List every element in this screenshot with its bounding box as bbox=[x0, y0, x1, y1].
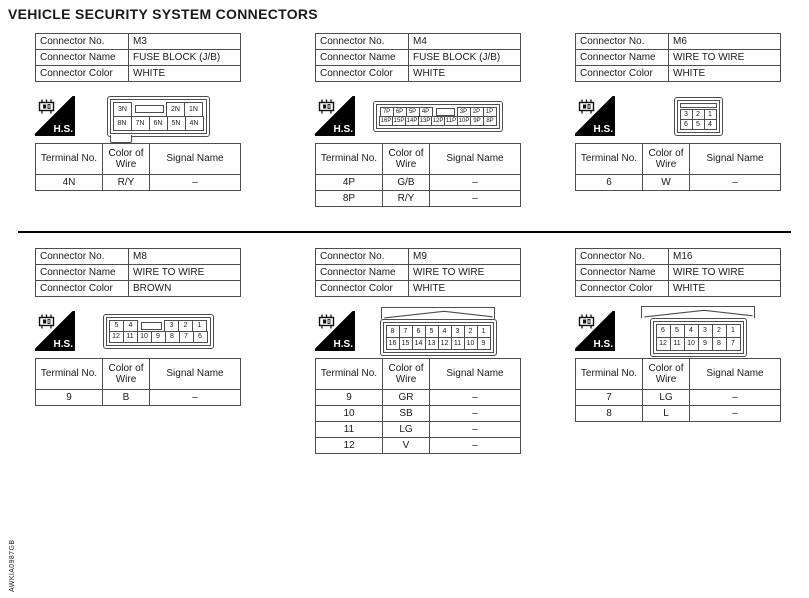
hs-label: H.S. bbox=[333, 124, 353, 135]
diagram-strip bbox=[35, 89, 241, 143]
pin-12: 12 bbox=[109, 331, 124, 343]
connector-block-m6 bbox=[575, 33, 781, 191]
pin-11: 11 bbox=[123, 331, 138, 343]
pin-2p: 2P bbox=[470, 107, 484, 117]
wire-color-cell: V bbox=[383, 438, 430, 454]
pin-1: 1 bbox=[704, 109, 717, 120]
pin-1: 1 bbox=[477, 325, 491, 338]
pin-16: 16 bbox=[386, 337, 400, 350]
connector-name-value: WIRE TO WIRE bbox=[669, 265, 781, 281]
signal-name-cell: – bbox=[430, 390, 521, 406]
terminal-row bbox=[36, 390, 241, 406]
pin-3: 3 bbox=[451, 325, 465, 338]
connector-no-value: M9 bbox=[409, 249, 521, 265]
connector-color-label: Connector Color bbox=[36, 66, 129, 82]
pin-10: 10 bbox=[684, 337, 699, 351]
terminal-no-header: Terminal No. bbox=[316, 359, 383, 390]
connector-name-value: FUSE BLOCK (J/B) bbox=[409, 50, 521, 66]
connector-color-label: Connector Color bbox=[576, 66, 669, 82]
terminal-rows bbox=[316, 390, 521, 454]
hs-label: H.S. bbox=[593, 339, 613, 350]
pin-4p: 4P bbox=[419, 107, 433, 117]
connector-color-value: WHITE bbox=[129, 66, 241, 82]
color-of-wire-header: Color of Wire bbox=[643, 359, 690, 390]
pin-3: 3 bbox=[680, 109, 693, 120]
pin-1: 1 bbox=[192, 320, 207, 332]
pin-15: 15 bbox=[399, 337, 413, 350]
hs-label: H.S. bbox=[333, 339, 353, 350]
wire-color-cell: R/Y bbox=[383, 191, 430, 207]
connector-outline bbox=[380, 319, 497, 356]
hs-logo bbox=[575, 311, 615, 351]
pin-7n: 7N bbox=[131, 116, 150, 131]
connector-outline bbox=[373, 101, 503, 132]
wire-color-cell: W bbox=[643, 175, 690, 191]
connector-no-label: Connector No. bbox=[316, 34, 409, 50]
pin-7: 7 bbox=[726, 337, 741, 351]
terminal-row bbox=[316, 175, 521, 191]
pin-13p: 13P bbox=[419, 117, 431, 124]
terminal-row bbox=[316, 422, 521, 438]
connector-info-table bbox=[35, 33, 241, 82]
wire-color-cell: SB bbox=[383, 406, 430, 422]
signal-name-cell: – bbox=[430, 422, 521, 438]
connector-block-m3 bbox=[35, 33, 241, 191]
pin-11p: 11P bbox=[445, 117, 457, 124]
pin-1p: 1P bbox=[483, 107, 497, 117]
pin-14: 14 bbox=[412, 337, 426, 350]
pin-9: 9 bbox=[151, 331, 166, 343]
connector-block-m8 bbox=[35, 248, 241, 406]
connector-name-label: Connector Name bbox=[36, 265, 129, 281]
pin-diagram-m9 bbox=[355, 307, 521, 356]
connector-latch bbox=[381, 307, 496, 319]
signal-name-cell: – bbox=[430, 406, 521, 422]
pin-5: 5 bbox=[425, 325, 439, 338]
harness-connector-icon bbox=[317, 98, 339, 115]
pin-4n: 4N bbox=[185, 116, 204, 131]
terminal-no-cell: 11 bbox=[316, 422, 383, 438]
connector-name-value: WIRE TO WIRE bbox=[129, 265, 241, 281]
pin-2: 2 bbox=[464, 325, 478, 338]
terminal-row bbox=[576, 175, 781, 191]
signal-name-cell: – bbox=[690, 406, 781, 422]
pin-2: 2 bbox=[692, 109, 705, 120]
pin-1n: 1N bbox=[184, 102, 203, 117]
pin-5: 5 bbox=[670, 324, 685, 338]
pin-6: 6 bbox=[193, 331, 208, 343]
pin-9p: 9P bbox=[470, 116, 484, 126]
pin-16p: 16P bbox=[380, 117, 392, 124]
connector-no-label: Connector No. bbox=[576, 249, 669, 265]
hs-label: H.S. bbox=[593, 124, 613, 135]
wire-color-cell: LG bbox=[383, 422, 430, 438]
terminal-no-header: Terminal No. bbox=[36, 144, 103, 175]
hs-logo bbox=[35, 96, 75, 136]
terminal-no-header: Terminal No. bbox=[316, 144, 383, 175]
harness-connector-icon bbox=[577, 313, 599, 330]
pin-3p: 3P bbox=[457, 107, 471, 117]
connector-no-value: M3 bbox=[129, 34, 241, 50]
signal-name-cell: – bbox=[150, 390, 241, 406]
blank-slot bbox=[436, 108, 455, 116]
pin-10: 10 bbox=[137, 331, 152, 343]
wire-color-cell: B bbox=[103, 390, 150, 406]
pin-10p: 10P bbox=[458, 117, 470, 124]
pin-3: 3 bbox=[164, 320, 179, 332]
connector-no-value: M4 bbox=[409, 34, 521, 50]
signal-name-header: Signal Name bbox=[430, 359, 521, 390]
pin-6: 6 bbox=[656, 324, 671, 338]
signal-name-header: Signal Name bbox=[430, 144, 521, 175]
pin-7: 7 bbox=[179, 331, 194, 343]
diagram-strip bbox=[575, 89, 781, 143]
pin-4: 4 bbox=[123, 320, 138, 332]
pin-9: 9 bbox=[698, 337, 713, 351]
pin-3: 3 bbox=[698, 324, 713, 338]
terminal-no-cell: 4P bbox=[316, 175, 383, 191]
terminal-rows bbox=[36, 175, 241, 191]
terminal-no-cell: 6 bbox=[576, 175, 643, 191]
connector-color-value: WHITE bbox=[669, 281, 781, 297]
terminal-no-cell: 8 bbox=[576, 406, 643, 422]
terminal-row bbox=[316, 390, 521, 406]
terminal-no-cell: 8P bbox=[316, 191, 383, 207]
connector-name-value: WIRE TO WIRE bbox=[669, 50, 781, 66]
pin-6p: 6P bbox=[393, 107, 407, 117]
pin-diagram-m3 bbox=[75, 96, 241, 137]
connector-color-value: WHITE bbox=[669, 66, 781, 82]
pin-3n: 3N bbox=[113, 102, 132, 117]
terminal-rows bbox=[36, 390, 241, 406]
pin-12: 12 bbox=[438, 337, 452, 350]
color-of-wire-header: Color of Wire bbox=[103, 144, 150, 175]
connector-info-table bbox=[575, 248, 781, 297]
connector-name-label: Connector Name bbox=[576, 265, 669, 281]
connector-info-table bbox=[315, 33, 521, 82]
terminal-no-cell: 4N bbox=[36, 175, 103, 191]
terminal-rows bbox=[316, 175, 521, 207]
pin-8: 8 bbox=[386, 325, 400, 338]
connector-block-m4 bbox=[315, 33, 521, 207]
diagram-strip bbox=[315, 89, 521, 143]
signal-name-header: Signal Name bbox=[150, 359, 241, 390]
terminal-table bbox=[575, 143, 781, 191]
wire-color-cell: LG bbox=[643, 390, 690, 406]
signal-name-header: Signal Name bbox=[690, 359, 781, 390]
terminal-table bbox=[315, 358, 521, 454]
connector-color-value: WHITE bbox=[409, 281, 521, 297]
terminal-row bbox=[36, 175, 241, 191]
color-of-wire-header: Color of Wire bbox=[383, 144, 430, 175]
wire-color-cell: R/Y bbox=[103, 175, 150, 191]
connector-no-label: Connector No. bbox=[36, 249, 129, 265]
connector-outline bbox=[103, 314, 214, 349]
pin-7p: 7P bbox=[380, 107, 394, 117]
connector-strip bbox=[680, 103, 717, 108]
terminal-no-cell: 9 bbox=[316, 390, 383, 406]
terminal-no-cell: 9 bbox=[36, 390, 103, 406]
pin-1: 1 bbox=[726, 324, 741, 338]
connector-info-table bbox=[575, 33, 781, 82]
signal-name-cell: – bbox=[430, 191, 521, 207]
connector-name-label: Connector Name bbox=[576, 50, 669, 66]
terminal-row bbox=[316, 406, 521, 422]
pin-diagram-m4 bbox=[355, 101, 521, 132]
connector-color-label: Connector Color bbox=[36, 281, 129, 297]
signal-name-header: Signal Name bbox=[690, 144, 781, 175]
pin-5p: 5P bbox=[406, 107, 420, 117]
pin-8n: 8N bbox=[113, 116, 132, 131]
connector-no-label: Connector No. bbox=[36, 34, 129, 50]
terminal-no-header: Terminal No. bbox=[36, 359, 103, 390]
pin-4: 4 bbox=[704, 119, 717, 130]
pin-13: 13 bbox=[425, 337, 439, 350]
terminal-table bbox=[575, 358, 781, 422]
terminal-table bbox=[315, 143, 521, 207]
page-title: VEHICLE SECURITY SYSTEM CONNECTORS bbox=[8, 6, 318, 22]
hs-logo bbox=[315, 311, 355, 351]
color-of-wire-header: Color of Wire bbox=[103, 359, 150, 390]
pin-15p: 15P bbox=[393, 117, 405, 124]
connector-no-value: M8 bbox=[129, 249, 241, 265]
pin-diagram-m8 bbox=[75, 314, 241, 349]
pin-5: 5 bbox=[109, 320, 124, 332]
terminal-row bbox=[316, 191, 521, 207]
connector-name-value: WIRE TO WIRE bbox=[409, 265, 521, 281]
pin-6: 6 bbox=[680, 119, 693, 130]
color-of-wire-header: Color of Wire bbox=[643, 144, 690, 175]
connector-name-label: Connector Name bbox=[36, 50, 129, 66]
terminal-row bbox=[576, 406, 781, 422]
terminal-row bbox=[576, 390, 781, 406]
hs-logo bbox=[315, 96, 355, 136]
connector-name-value: FUSE BLOCK (J/B) bbox=[129, 50, 241, 66]
pin-2n: 2N bbox=[166, 102, 185, 117]
pin-12p: 12P bbox=[432, 117, 444, 124]
connector-outline bbox=[650, 318, 747, 357]
terminal-rows bbox=[576, 390, 781, 422]
hs-label: H.S. bbox=[53, 124, 73, 135]
pin-5n: 5N bbox=[167, 116, 186, 131]
terminal-table bbox=[35, 143, 241, 191]
connector-name-label: Connector Name bbox=[316, 265, 409, 281]
terminal-table bbox=[35, 358, 241, 406]
terminal-no-cell: 10 bbox=[316, 406, 383, 422]
harness-connector-icon bbox=[37, 313, 59, 330]
pin-2: 2 bbox=[178, 320, 193, 332]
signal-name-cell: – bbox=[430, 175, 521, 191]
pin-11: 11 bbox=[451, 337, 465, 350]
harness-connector-icon bbox=[577, 98, 599, 115]
connector-block-m9 bbox=[315, 248, 521, 454]
wire-color-cell: GR bbox=[383, 390, 430, 406]
section-divider bbox=[18, 231, 791, 233]
pin-4: 4 bbox=[684, 324, 699, 338]
connector-outline bbox=[674, 97, 723, 136]
signal-name-cell: – bbox=[690, 175, 781, 191]
pin-14p: 14P bbox=[406, 117, 418, 124]
connector-color-label: Connector Color bbox=[576, 281, 669, 297]
pin-diagram-m16 bbox=[615, 306, 781, 357]
hs-logo bbox=[35, 311, 75, 351]
connector-color-value: BROWN bbox=[129, 281, 241, 297]
figure-code: AWKIA0987GB bbox=[9, 539, 16, 592]
hs-logo bbox=[575, 96, 615, 136]
pin-12: 12 bbox=[656, 337, 671, 351]
pin-6: 6 bbox=[412, 325, 426, 338]
pin-2: 2 bbox=[712, 324, 727, 338]
connector-color-value: WHITE bbox=[409, 66, 521, 82]
wire-color-cell: G/B bbox=[383, 175, 430, 191]
blank-slot bbox=[141, 322, 162, 330]
terminal-no-cell: 7 bbox=[576, 390, 643, 406]
connector-no-label: Connector No. bbox=[576, 34, 669, 50]
signal-name-cell: – bbox=[150, 175, 241, 191]
signal-name-cell: – bbox=[430, 438, 521, 454]
connector-info-table bbox=[35, 248, 241, 297]
pin-8p: 8P bbox=[483, 116, 497, 126]
terminal-rows bbox=[576, 175, 781, 191]
pin-8: 8 bbox=[712, 337, 727, 351]
blank-slot bbox=[135, 105, 164, 113]
connector-info-table bbox=[315, 248, 521, 297]
terminal-no-header: Terminal No. bbox=[576, 144, 643, 175]
connector-color-label: Connector Color bbox=[316, 281, 409, 297]
signal-name-cell: – bbox=[690, 390, 781, 406]
connector-outline bbox=[107, 96, 210, 137]
terminal-no-cell: 12 bbox=[316, 438, 383, 454]
pin-10: 10 bbox=[464, 337, 478, 350]
diagram-strip bbox=[315, 304, 521, 358]
connector-no-value: M16 bbox=[669, 249, 781, 265]
hs-label: H.S. bbox=[53, 339, 73, 350]
connector-block-m16 bbox=[575, 248, 781, 422]
pin-5: 5 bbox=[692, 119, 705, 130]
pin-7: 7 bbox=[399, 325, 413, 338]
signal-name-header: Signal Name bbox=[150, 144, 241, 175]
color-of-wire-header: Color of Wire bbox=[383, 359, 430, 390]
pin-9: 9 bbox=[477, 337, 491, 350]
pin-diagram-m6 bbox=[615, 97, 781, 136]
connector-latch bbox=[641, 306, 756, 318]
connector-color-label: Connector Color bbox=[316, 66, 409, 82]
pin-4: 4 bbox=[438, 325, 452, 338]
pin-11: 11 bbox=[670, 337, 685, 351]
harness-connector-icon bbox=[37, 98, 59, 115]
connector-name-label: Connector Name bbox=[316, 50, 409, 66]
terminal-no-header: Terminal No. bbox=[576, 359, 643, 390]
pin-6n: 6N bbox=[149, 116, 168, 131]
connector-no-value: M6 bbox=[669, 34, 781, 50]
pin-8: 8 bbox=[165, 331, 180, 343]
diagram-strip bbox=[575, 304, 781, 358]
connector-notch bbox=[110, 135, 132, 143]
connector-no-label: Connector No. bbox=[316, 249, 409, 265]
diagram-strip bbox=[35, 304, 241, 358]
wire-color-cell: L bbox=[643, 406, 690, 422]
terminal-row bbox=[316, 438, 521, 454]
harness-connector-icon bbox=[317, 313, 339, 330]
